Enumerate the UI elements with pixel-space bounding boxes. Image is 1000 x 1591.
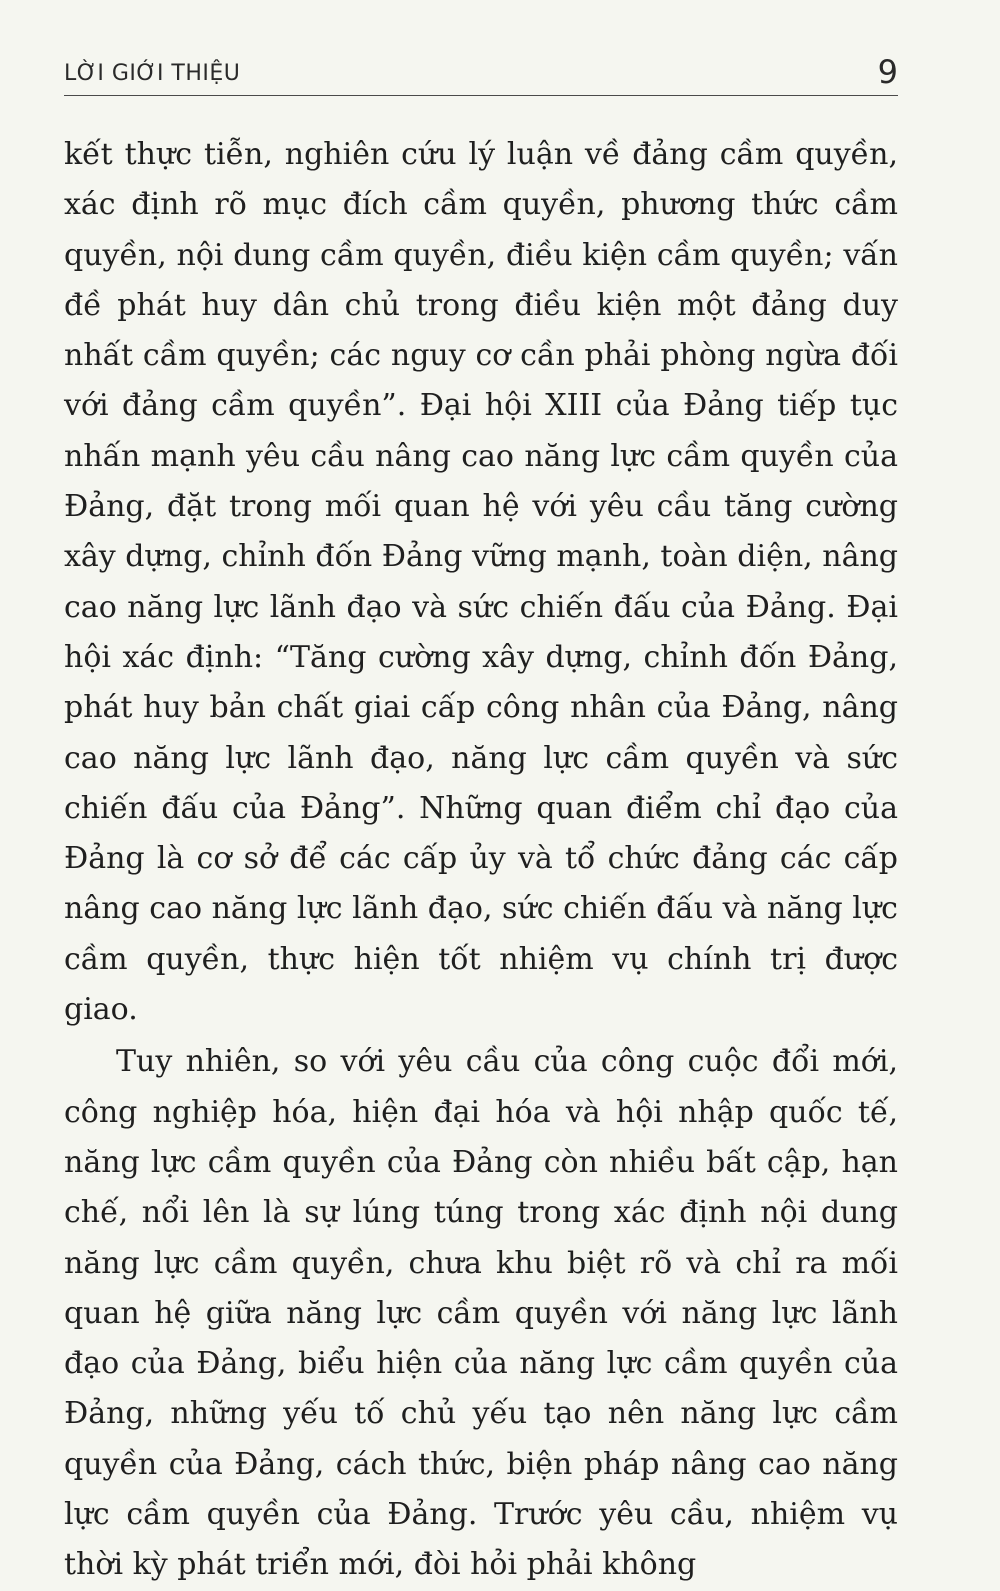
running-header	[64, 55, 898, 96]
chapter-heading: LỜI GIỚI THIỆU	[64, 61, 241, 86]
paragraph: kết thực tiễn, nghiên cứu lý luận về đảng cầm quyền, xác định rõ mục đích cầm quyền, phương thức cầm quyền, nội dung cầm quyền, điều kiện cầm quyền; vấn đề phát huy dân chủ trong điều kiện một đảng duy nhất cầm quyền; các nguy cơ cần phải phòng ngừa đối với đảng cầm quyền”. Đại hội XIII của Đảng tiếp tục nhấn mạnh yêu cầu nâng cao năng lực cầm quyền của Đảng, đặt trong mối quan hệ với yêu cầu tăng cường xây dựng, chỉnh đốn Đảng vững mạnh, toàn diện, nâng cao năng lực lãnh đạo và sức chiến đấu của Đảng. Đại hội xác định: “Tăng cường xây dựng, chỉnh đốn Đảng, phát huy bản chất giai cấp công nhân của Đảng, nâng cao năng lực lãnh đạo, năng lực cầm quyền và sức chiến đấu của Đảng”. Những quan điểm chỉ đạo của Đảng là cơ sở để các cấp ủy và tổ chức đảng các cấp nâng cao năng lực lãnh đạo, sức chiến đấu và năng lực cầm quyền, thực hiện tốt nhiệm vụ chính trị được giao.	[64, 137, 898, 1028]
paragraph: Tuy nhiên, so với yêu cầu của công cuộc đổi mới, công nghiệp hóa, hiện đại hóa và hội nhập quốc tế, năng lực cầm quyền của Đảng còn nhiều bất cập, hạn chế, nổi lên là sự lúng túng trong xác định nội dung năng lực cầm quyền, chưa khu biệt rõ và chỉ ra mối quan hệ giữa năng lực cầm quyền với năng lực lãnh đạo của Đảng, biểu hiện của năng lực cầm quyền của Đảng, những yếu tố chủ yếu tạo nên năng lực cầm quyền của Đảng, cách thức, biện pháp nâng cao năng lực cầm quyền của Đảng. Trước yêu cầu, nhiệm vụ thời kỳ phát triển mới, đòi hỏi phải không	[64, 1044, 898, 1583]
page-number: 9	[877, 53, 898, 91]
body-text	[64, 130, 898, 1591]
